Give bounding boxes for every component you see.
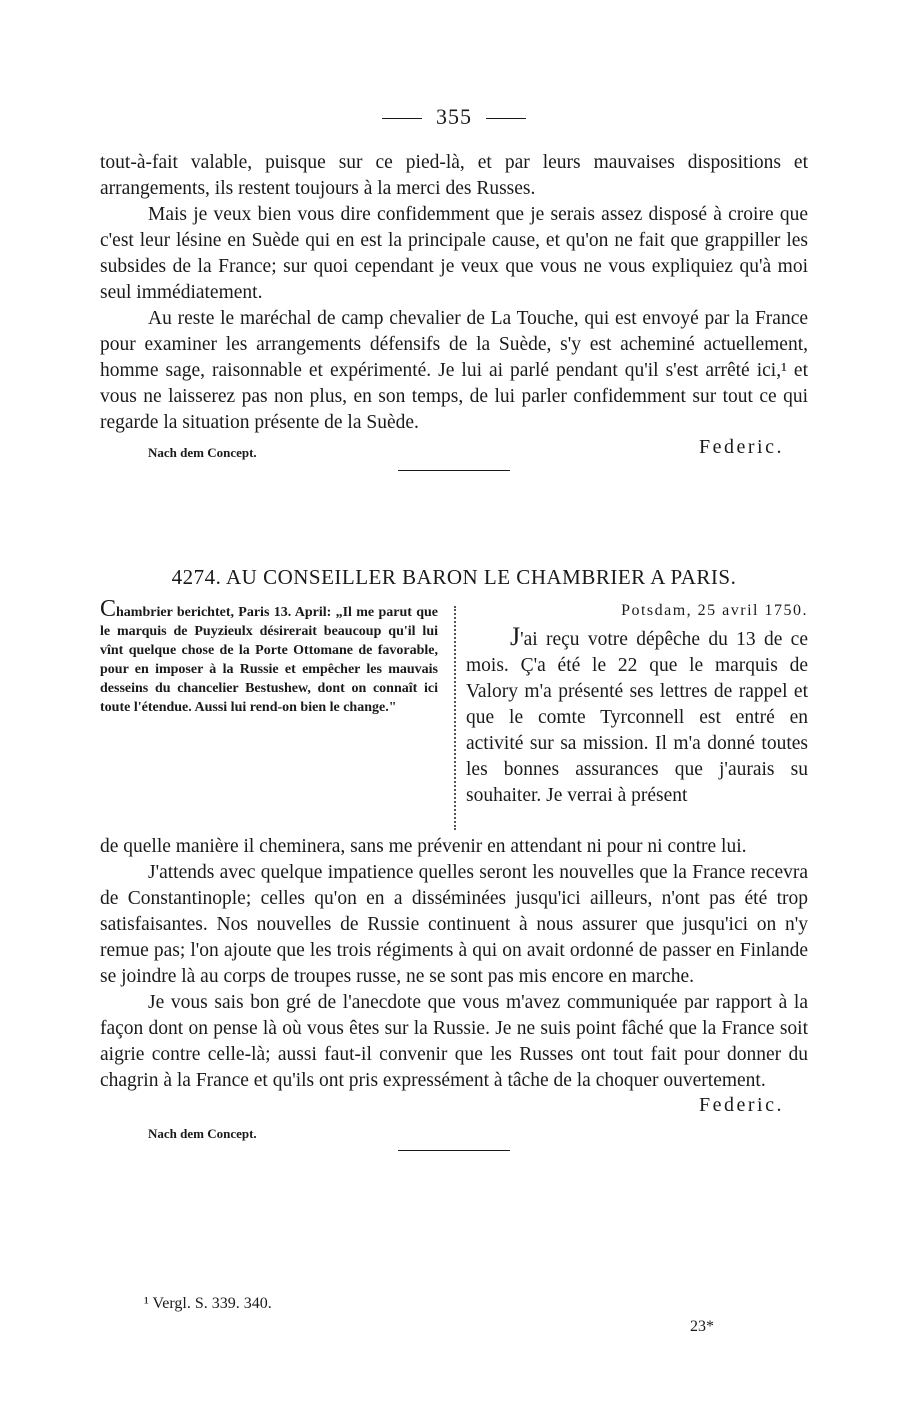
letter-continuation: [100, 150, 808, 471]
page-number: [100, 104, 808, 130]
summary-note: [100, 596, 438, 717]
signature-row: [100, 436, 808, 466]
letter-initial: J: [510, 622, 521, 651]
paragraph: Je vous sais bon gré de l'anecdote que vous m'avez communiquée par rapport à la façon dont on pense là où vous êtes sur la Russie. Je ne suis point fâché que la France soit aigrie contre celle-là; aussi faut-il convenir que les Russes ont tout fait pour donner du chagrin à la France et qu'ils ont pris expressément à tâche de la choquer ouvertement.: [100, 992, 808, 1091]
page-number-value: 355: [436, 104, 472, 129]
signature: Federic.: [699, 436, 784, 458]
page-number-dash-left: [382, 118, 422, 119]
source-note: Nach dem Concept.: [148, 1126, 257, 1141]
signature-row: [100, 1094, 808, 1124]
note-initial: C: [100, 596, 117, 622]
paragraph: tout-à-fait valable, puisque sur ce pied-là, et par leurs mauvaises dispositions et arrangements, ils restent toujours à la merci des Russes.: [100, 152, 808, 199]
section-rule: [398, 470, 510, 471]
source-note: Nach dem Concept.: [148, 445, 257, 460]
letter-heading: 4274. AU CONSEILLER BARON LE CHAMBRIER A PARIS.: [171, 565, 737, 589]
dateline: Potsdam, 25 avril 1750.: [621, 602, 808, 619]
paragraph: de quelle manière il cheminera, sans me prévenir en attendant ni pour ni contre lui.: [100, 836, 747, 857]
signature: Federic.: [699, 1094, 784, 1116]
section-rule: [398, 1150, 510, 1151]
paragraph: Au reste le maréchal de camp chevalier de La Touche, qui est envoyé par la France pour examiner les arrangements défensifs de la Suède, s'y est acheminé actuellement, homme sage, raisonnable et expérimenté. Je lui ai parlé pendant qu'il s'est arrêté ici,¹ et vous ne laisserez pas non plus, en son temps, de lui parler confidemment sur tout ce qui regarde la situation présente de la Suède.: [100, 308, 808, 433]
source-row: [100, 1124, 808, 1150]
two-column-section: [100, 596, 808, 830]
letter-opening-text: 'ai reçu votre dépêche du 13 de ce mois. Ç'a été le 22 que le marquis de Valory m'a présenté ses lettres de rappel et que le comte Tyrconnell est entré en activité sur sa mission. Il m'a donné toutes les bonnes assurances que j'aurais su souhaiter. Je verrai à présent: [466, 629, 808, 806]
note-text: hambrier berichtet, Paris 13. April: „Il me parut que le marquis de Puyzieulx désirerait beaucoup qu'il lui vînt quelque chose de la Porte Ottomane de favorable, pour en imposer à la Russie et empêcher les mauvais desseins du chancelier Bestushew, dont on connaît ici toute l'étendue. Aussi lui rend-on bien le change.": [100, 605, 438, 715]
footnote: ¹ Vergl. S. 339. 340.: [144, 1295, 272, 1312]
letter-opening: [466, 624, 808, 809]
sheet-signature: 23*: [690, 1318, 714, 1335]
column-divider: [454, 606, 456, 830]
letter-column: [466, 600, 808, 809]
paragraph: J'attends avec quelque impatience quelles seront les nouvelles que la France recevra de Constantinople; celles qu'on en a disséminées jusqu'ici ailleurs, n'ont pas été trop satisfaisantes. Nos nouvelles de Russie continuent à nous assurer que jusqu'ici on n'y remue pas; l'on ajoute que les trois régiments à qui on avait ordonné de passer en Finlande se joindre là au corps de troupes russe, ne se sont pas mis encore en marche.: [100, 862, 808, 987]
page-number-dash-right: [486, 118, 526, 119]
paragraph: Mais je veux bien vous dire confidemment que je serais assez disposé à croire que c'est leur lésine en Suède qui en est la principale cause, et qu'on ne fait que grappiller les subsides de la France; sur quoi cependant je veux que vous ne vous expliquiez qu'à moi seul immédiatement.: [100, 204, 808, 303]
letter-body: [100, 834, 808, 1151]
